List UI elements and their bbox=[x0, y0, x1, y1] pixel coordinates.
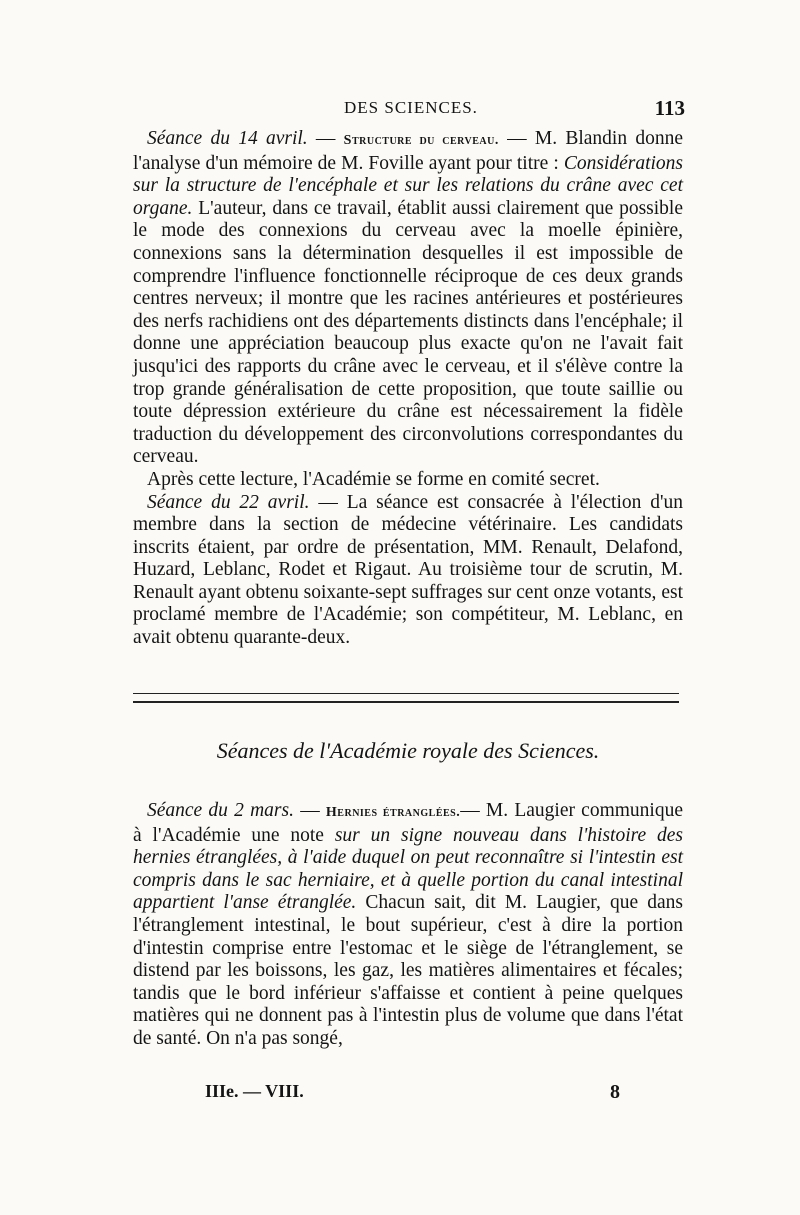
session-date: Séance du 14 avril. bbox=[147, 128, 308, 149]
section-title: Séances de l'Académie royale des Sciences. bbox=[216, 738, 600, 763]
sheet-number: 8 bbox=[610, 1081, 620, 1103]
body-text: L'auteur, dans ce travail, établit aussi clairement que possible le mode des connexions du cerveau avec la moelle épinière, connexions sans la détermination desquelles il est impossible de comprendre l'influence fonctionnelle réciproque de ces deux grands centres nerveux; il montre que les racines antérieures et postérieures des nerfs rachidiens ont des départements distincts dans l'encéphale; il donne une appréciation beaucoup plus exacte qu'on ne l'avait fait jusqu'ici des rapports du crâne avec le cerveau, et il s'élève contre la trop grande généralisation de cette proposition, que toute saillie ou toute dépression extérieure du crâne est nécessairement la fidèle traduction du développement des circonvolutions correspondantes du cerveau. bbox=[133, 197, 683, 468]
intro-text: — M. Laugier communique à l'Académie une note bbox=[133, 800, 683, 846]
running-title: DES SCIENCES. bbox=[344, 98, 478, 117]
session-topic: Structure du cerveau. bbox=[343, 133, 499, 148]
note-title: sur un signe nouveau dans l'histoire des hernies étranglées, à l'aide duquel on peut reconnaître si l'intestin est compris dans le sac herniaire, et à quelle portion du canal intestinal appartient l'anse étranglée. bbox=[133, 824, 683, 914]
body-text: — La séance est consacrée à l'élection d'un membre dans la section de médecine vétérinaire. Les candidats inscrits étaient, par ordre de présentation, MM. Renault, Delafond, Huzard, Leblanc, Rodet et Rigaut. Au troisième tour de scrutin, M. Renault ayant obtenu soixante-sept suffrages sur cent onze votants, est proclamé membre de l'Académie; son compétiteur, M. Leblanc, en avait obtenu quarante-deux. bbox=[133, 491, 683, 649]
page-header bbox=[150, 98, 685, 126]
dash: — bbox=[293, 800, 326, 821]
paragraph-april14 bbox=[133, 128, 683, 469]
section-divider bbox=[133, 693, 679, 703]
paragraph-secret-committee: Après cette lecture, l'Académie se forme en comité secret. bbox=[147, 468, 600, 490]
memoir-title: Considérations sur la structure de l'encéphale et sur les relations du crâne avec cet organe. bbox=[133, 152, 683, 219]
page-number: 113 bbox=[654, 96, 685, 120]
session-date: Séance du 22 avril. bbox=[147, 491, 310, 513]
session-topic: Hernies étranglées. bbox=[325, 805, 461, 820]
dash: — bbox=[307, 128, 344, 149]
session-date: Séance du 2 mars. bbox=[147, 800, 294, 821]
paragraph-march2 bbox=[133, 800, 683, 1051]
intro-text: — M. Blandin donne l'analyse d'un mémoire de M. Foville ayant pour titre : bbox=[133, 128, 683, 174]
signature-mark: IIIe. — VIII. bbox=[205, 1081, 304, 1101]
paragraph-april22 bbox=[133, 492, 683, 650]
text-block-april bbox=[133, 128, 683, 650]
text-block-march bbox=[133, 800, 683, 1051]
page-footer bbox=[205, 1081, 620, 1105]
body-text: Chacun sait, dit M. Laugier, que dans l'étranglement intestinal, le bout supérieur, c'est à dire la portion d'intestin comprise entre l'estomac et le siège de l'étranglement, se distend par les boissons, les gaz, les matières alimentaires et fécales; tandis que le bord inférieur s'affaisse et contient à peine quelques matières qui ne donnent pas à l'intestin plus de volume que dans l'état de santé. On n'a pas songé, bbox=[133, 892, 683, 1049]
